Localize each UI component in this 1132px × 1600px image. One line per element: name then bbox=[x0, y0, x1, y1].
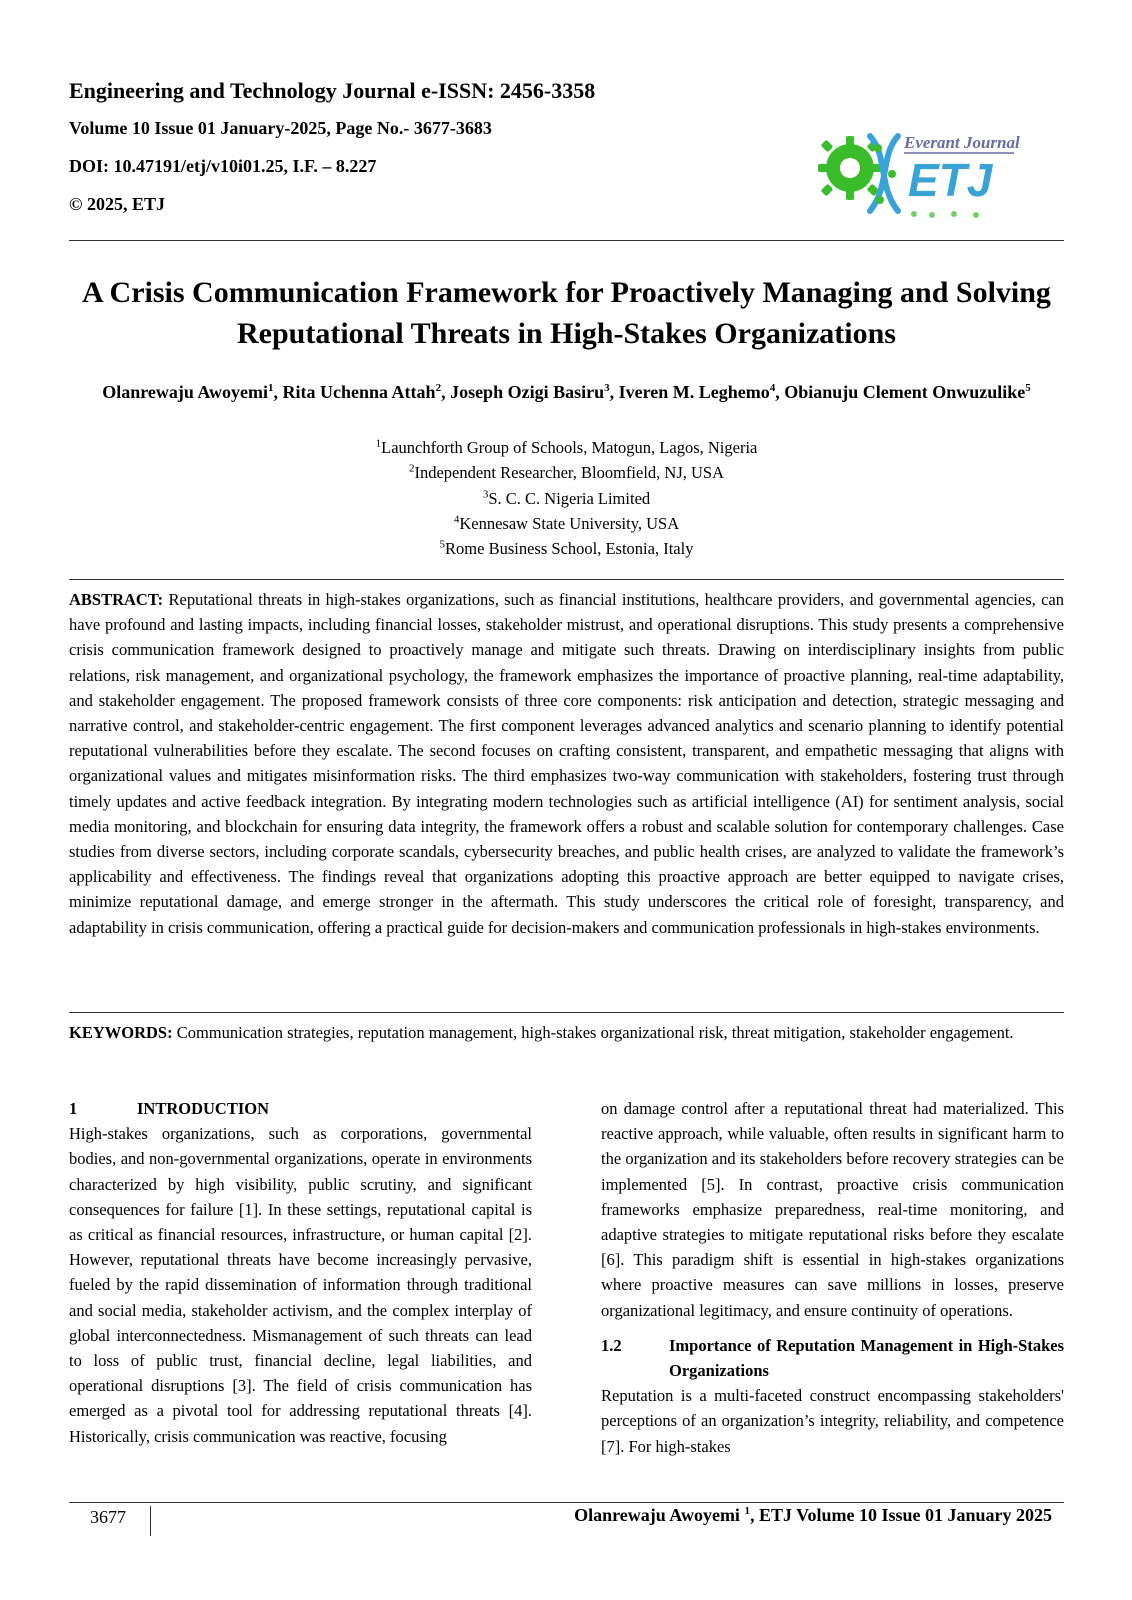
affiliation-sup: 2 bbox=[408, 462, 415, 475]
author-separator: , bbox=[775, 382, 785, 402]
keywords-label: KEYWORDS: bbox=[69, 1023, 173, 1042]
affiliation-text: Kennesaw State University, USA bbox=[459, 513, 680, 533]
journal-issn-line: Engineering and Technology Journal e-ISSN: 2456-3358 bbox=[69, 78, 596, 103]
etj-logo bbox=[808, 116, 1020, 226]
header-rule bbox=[69, 240, 1064, 241]
author-name: Iveren M. Leghemo bbox=[618, 382, 770, 402]
author-sup: 2 bbox=[435, 382, 442, 394]
affiliation-sup: 4 bbox=[453, 513, 460, 526]
affiliation-text: Rome Business School, Estonia, Italy bbox=[445, 539, 694, 559]
body-paragraph: on damage control after a reputational threat had materialized. This reactive approach, while valuable, often results in significant harm to the organization and its stakeholders before recovery strategies can be implemented [5]. In contrast, proactive crisis communication frameworks emphasize preparedness, real-time monitoring, and adaptive strategies to mitigate reputational risks before they escalate [6]. This paradigm shift is essential in high-stakes organizations where proactive measures can save millions in losses, preserve organizational legitimacy, and ensure continuity of operations. bbox=[601, 1099, 1064, 1320]
logo-top-text: Everant Journal bbox=[904, 133, 1020, 152]
affiliation-list bbox=[69, 435, 1064, 561]
affiliation bbox=[69, 435, 1064, 460]
author-separator: , bbox=[273, 382, 283, 402]
author-sup: 1 bbox=[268, 382, 274, 394]
abstract-bottom-rule bbox=[69, 1012, 1064, 1013]
footer-sup: 1 bbox=[744, 1505, 750, 1517]
author-name: Rita Uchenna Attah bbox=[282, 382, 436, 402]
logo-main-text: ETJ bbox=[908, 154, 993, 206]
author-name: Joseph Ozigi Basiru bbox=[450, 382, 605, 402]
affiliation bbox=[69, 460, 1064, 485]
abstract-top-rule bbox=[69, 579, 1064, 580]
subsection-number: 1.2 bbox=[601, 1335, 622, 1355]
abstract bbox=[69, 587, 1064, 940]
affiliation-sup: 5 bbox=[439, 538, 446, 551]
affiliation-text: Launchforth Group of Schools, Matogun, Lagos, Nigeria bbox=[381, 438, 758, 457]
section-title: INTRODUCTION bbox=[137, 1099, 270, 1118]
journal-volume-line: Volume 10 Issue 01 January-2025, Page No.- 3677-3683 bbox=[69, 118, 492, 138]
section-number: 1 bbox=[69, 1099, 78, 1118]
author-list bbox=[69, 380, 1064, 405]
author-sup: 5 bbox=[1025, 382, 1031, 394]
journal-header bbox=[69, 78, 769, 218]
body-paragraph: High-stakes organizations, such as corporations, governmental bodies, and non-governmental organizations, operate in environments characterized by high visibility, public scrutiny, and significant consequences for failure [1]. In these settings, reputational capital is as critical as financial resources, infrastructure, or human capital [2]. However, reputational threats have become increasingly pervasive, fueled by the rapid dissemination of information through traditional and social media, stakeholder activism, and the complex interplay of global interconnectedness. Mismanagement of such threats can lead to loss of public trust, financial decline, legal liabilities, and operational disruptions [3]. The field of crisis communication has emerged as a pivotal tool for addressing reputational threats [4]. Historically, crisis communication was reactive, focusing bbox=[69, 1124, 532, 1446]
right-column bbox=[601, 1096, 1064, 1459]
subsection-heading bbox=[601, 1333, 1064, 1383]
footer-citation bbox=[574, 1505, 1052, 1526]
footer-citation-text: , ETJ Volume 10 Issue 01 January 2025 bbox=[749, 1505, 1052, 1525]
keywords-text: Communication strategies, reputation management, high-stakes organizational risk, threat mitigation, stakeholder engagement. bbox=[176, 1023, 1014, 1042]
paper-title-line-1: A Crisis Communication Framework for Proactively Managing and Solving bbox=[82, 276, 1051, 309]
author-sup: 4 bbox=[769, 382, 776, 394]
body-paragraph: Reputation is a multi-faceted construct encompassing stakeholders' perceptions of an organization’s integrity, reliability, and competence [7]. For high-stakes bbox=[601, 1386, 1064, 1456]
paper-title-line-2: Reputational Threats in High-Stakes Organizations bbox=[237, 317, 896, 350]
author-separator: , bbox=[609, 382, 619, 402]
abstract-text: Reputational threats in high-stakes organizations, such as financial institutions, healthcare providers, and governmental agencies, can have profound and lasting impacts, including financial losses, stakeholder mistrust, and operational disruptions. This study presents a comprehensive crisis communication framework designed to proactively manage and mitigate such threats. Drawing on interdisciplinary insights from public relations, risk management, and organizational psychology, the framework emphasizes the importance of proactive planning, real-time adaptability, and stakeholder engagement. The proposed framework consists of three core components: risk anticipation and detection, strategic messaging and narrative control, and stakeholder-centric engagement. The first component leverages advanced analytics and scenario planning to identify potential reputational vulnerabilities before they escalate. The second focuses on crafting consistent, transparent, and empathetic messaging that aligns with organizational values and mitigates misinformation risks. The third emphasizes two-way communication with stakeholders, fostering trust through timely updates and active feedback integration. By integrating modern technologies such as artificial intelligence (AI) for sentiment analysis, social media monitoring, and blockchain for ensuring data integrity, the framework offers a robust and scalable solution for contemporary challenges. Case studies from diverse sectors, including corporate scandals, cybersecurity breaches, and public health crises, are analyzed to validate the framework’s applicability and effectiveness. The findings reveal that organizations adopting this proactive approach are better equipped to navigate crises, minimize reputational damage, and emerge stronger in the aftermath. This study underscores the critical role of foresight, transparency, and adaptability in crisis communication, offering a practical guide for decision-makers and communication professionals in high-stakes environments. bbox=[69, 590, 1065, 937]
abstract-label: ABSTRACT: bbox=[69, 590, 164, 609]
affiliation-sup: 3 bbox=[482, 488, 489, 501]
affiliation bbox=[69, 536, 1064, 561]
page-number: 3677 bbox=[90, 1507, 126, 1527]
affiliation-sup: 1 bbox=[375, 437, 382, 450]
keywords bbox=[69, 1020, 1064, 1045]
affiliation bbox=[69, 511, 1064, 536]
author-sup: 3 bbox=[604, 382, 610, 394]
author-name: Obianuju Clement Onwuzulike bbox=[784, 382, 1026, 402]
footer-rule bbox=[69, 1502, 1064, 1503]
affiliation-text: S. C. C. Nigeria Limited bbox=[488, 488, 651, 508]
journal-doi-line: DOI: 10.47191/etj/v10i01.25, I.F. – 8.227 bbox=[69, 156, 377, 176]
section-heading bbox=[69, 1096, 532, 1121]
footer-author: Olanrewaju Awoyemi bbox=[574, 1505, 740, 1525]
journal-copyright-line: © 2025, ETJ bbox=[69, 194, 165, 214]
affiliation-text: Independent Researcher, Bloomfield, NJ, USA bbox=[414, 463, 725, 483]
affiliation bbox=[69, 486, 1064, 511]
footer-separator bbox=[150, 1506, 151, 1536]
subsection-title: Importance of Reputation Management in High-Stakes Organizations bbox=[669, 1335, 1064, 1381]
paper-title bbox=[69, 272, 1064, 354]
left-column bbox=[69, 1096, 532, 1449]
author-name: Olanrewaju Awoyemi bbox=[102, 382, 269, 402]
author-separator: , bbox=[441, 382, 451, 402]
